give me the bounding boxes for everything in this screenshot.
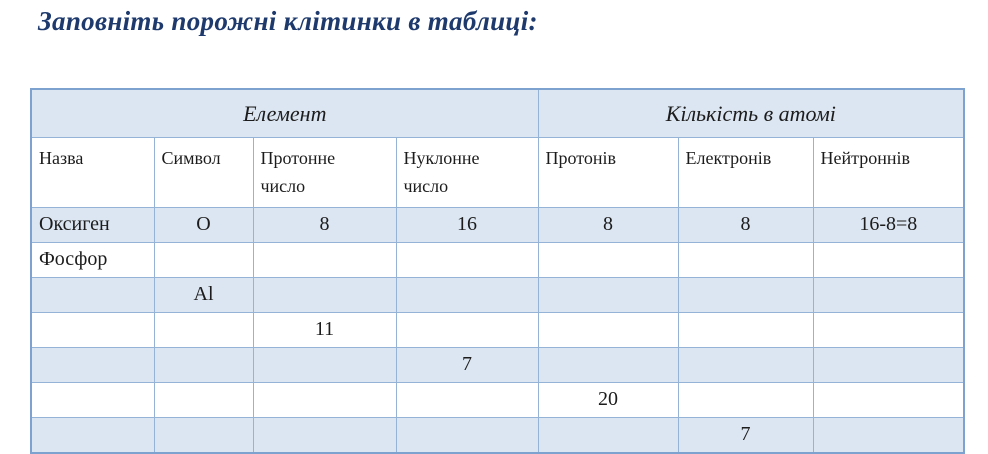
empty-cell bbox=[253, 242, 396, 277]
empty-cell bbox=[396, 312, 538, 347]
group-header-element: Елемент bbox=[31, 89, 538, 138]
table-cell: 20 bbox=[538, 382, 678, 417]
table-row-3 bbox=[31, 312, 964, 347]
empty-cell bbox=[31, 277, 154, 312]
group-header-row bbox=[31, 89, 964, 138]
empty-cell bbox=[154, 417, 253, 453]
column-header-5: Електронів bbox=[678, 138, 813, 208]
column-header-row bbox=[31, 138, 964, 208]
table-cell: 7 bbox=[678, 417, 813, 453]
empty-cell bbox=[678, 277, 813, 312]
empty-cell bbox=[253, 382, 396, 417]
empty-cell bbox=[396, 417, 538, 453]
column-header-3: Нуклонне число bbox=[396, 138, 538, 208]
empty-cell bbox=[154, 382, 253, 417]
empty-cell bbox=[538, 312, 678, 347]
column-header-0: Назва bbox=[31, 138, 154, 208]
table-cell: O bbox=[154, 207, 253, 242]
table-cell: 7 bbox=[396, 347, 538, 382]
empty-cell bbox=[678, 242, 813, 277]
table-cell: 8 bbox=[253, 207, 396, 242]
empty-cell bbox=[538, 242, 678, 277]
empty-cell bbox=[396, 242, 538, 277]
table-cell: 16 bbox=[396, 207, 538, 242]
empty-cell bbox=[538, 417, 678, 453]
empty-cell bbox=[31, 417, 154, 453]
column-header-4: Протонів bbox=[538, 138, 678, 208]
table-cell: 11 bbox=[253, 312, 396, 347]
table-row-0 bbox=[31, 207, 964, 242]
empty-cell bbox=[154, 312, 253, 347]
empty-cell bbox=[154, 242, 253, 277]
column-header-6: Нейтроннів bbox=[813, 138, 964, 208]
table-row-6 bbox=[31, 417, 964, 453]
table-row-4 bbox=[31, 347, 964, 382]
table-cell: Оксиген bbox=[31, 207, 154, 242]
table-cell: Фосфор bbox=[31, 242, 154, 277]
group-header-counts-in-atom: Кількість в атомі bbox=[538, 89, 964, 138]
empty-cell bbox=[396, 277, 538, 312]
empty-cell bbox=[31, 312, 154, 347]
empty-cell bbox=[678, 347, 813, 382]
empty-cell bbox=[396, 382, 538, 417]
column-header-2: Протонне число bbox=[253, 138, 396, 208]
empty-cell bbox=[813, 417, 964, 453]
elements-table bbox=[30, 88, 965, 454]
empty-cell bbox=[813, 242, 964, 277]
empty-cell bbox=[813, 347, 964, 382]
empty-cell bbox=[31, 347, 154, 382]
empty-cell bbox=[678, 312, 813, 347]
table-row-1 bbox=[31, 242, 964, 277]
empty-cell bbox=[253, 347, 396, 382]
table-cell: 8 bbox=[678, 207, 813, 242]
table-cell: Al bbox=[154, 277, 253, 312]
empty-cell bbox=[538, 277, 678, 312]
column-header-1: Символ bbox=[154, 138, 253, 208]
empty-cell bbox=[678, 382, 813, 417]
empty-cell bbox=[538, 347, 678, 382]
empty-cell bbox=[813, 382, 964, 417]
empty-cell bbox=[253, 417, 396, 453]
table-cell: 16-8=8 bbox=[813, 207, 964, 242]
table-cell: 8 bbox=[538, 207, 678, 242]
empty-cell bbox=[253, 277, 396, 312]
table-row-5 bbox=[31, 382, 964, 417]
empty-cell bbox=[154, 347, 253, 382]
empty-cell bbox=[31, 382, 154, 417]
empty-cell bbox=[813, 312, 964, 347]
empty-cell bbox=[813, 277, 964, 312]
page-title: Заповніть порожні клітинки в таблиці: bbox=[38, 6, 538, 36]
table-row-2 bbox=[31, 277, 964, 312]
